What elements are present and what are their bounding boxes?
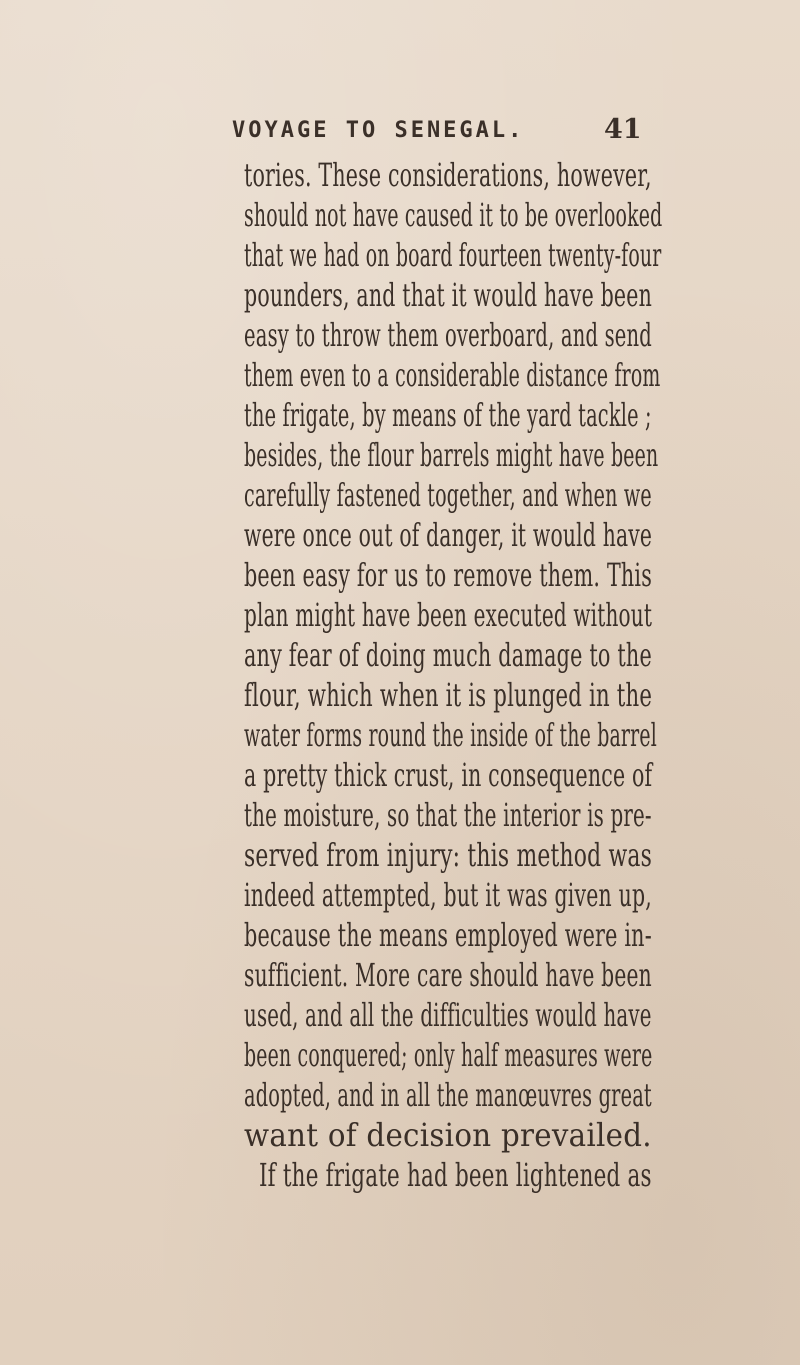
text-line: plan might have been executed without <box>244 598 653 634</box>
page-number: 41 <box>604 114 642 145</box>
text-line: flour, which when it is plunged in the <box>244 678 653 714</box>
text-line: used, and all the difficulties would have <box>244 998 652 1034</box>
text-line: served from injury: this method was <box>244 838 653 874</box>
text-line: should not have caused it to be overlooked <box>244 198 663 234</box>
text-line: indeed attempted, but it was given up, <box>244 878 652 914</box>
text-line: adopted, and in all the manœuvres great <box>244 1078 652 1114</box>
text-line: sufficient. More care should have been <box>244 958 652 994</box>
text-line: want of decision prevailed. <box>244 1118 652 1154</box>
text-line: carefully fastened together, and when we <box>244 478 652 514</box>
text-line: pounders, and that it would have been <box>244 278 652 314</box>
text-line: the frigate, by means of the yard tackle ; <box>244 398 652 434</box>
text-line: been easy for us to remove them. This <box>244 558 653 594</box>
text-line: If the frigate had been lightened as <box>259 1158 652 1194</box>
text-line: that we had on board fourteen twenty-four <box>244 238 662 274</box>
text-line: the moisture, so that the interior is pre- <box>244 798 652 834</box>
text-line: easy to throw them overboard, and send <box>244 318 652 354</box>
text-line: been conquered; only half measures were <box>244 1038 653 1074</box>
text-line: a pretty thick crust, in consequence of <box>244 758 653 794</box>
running-title: VOYAGE TO SENEGAL. <box>232 118 525 143</box>
text-line: any fear of doing much damage to the <box>244 638 652 674</box>
text-line: because the means employed were in- <box>244 918 652 954</box>
text-line: them even to a considerable distance from <box>244 358 661 394</box>
text-line: besides, the flour barrels might have been <box>244 438 659 474</box>
text-line: were once out of danger, it would have <box>244 518 653 554</box>
text-line: water forms round the inside of the barrel <box>244 718 657 754</box>
running-head <box>0 114 800 158</box>
text-line: tories. These considerations, however, <box>244 158 652 194</box>
